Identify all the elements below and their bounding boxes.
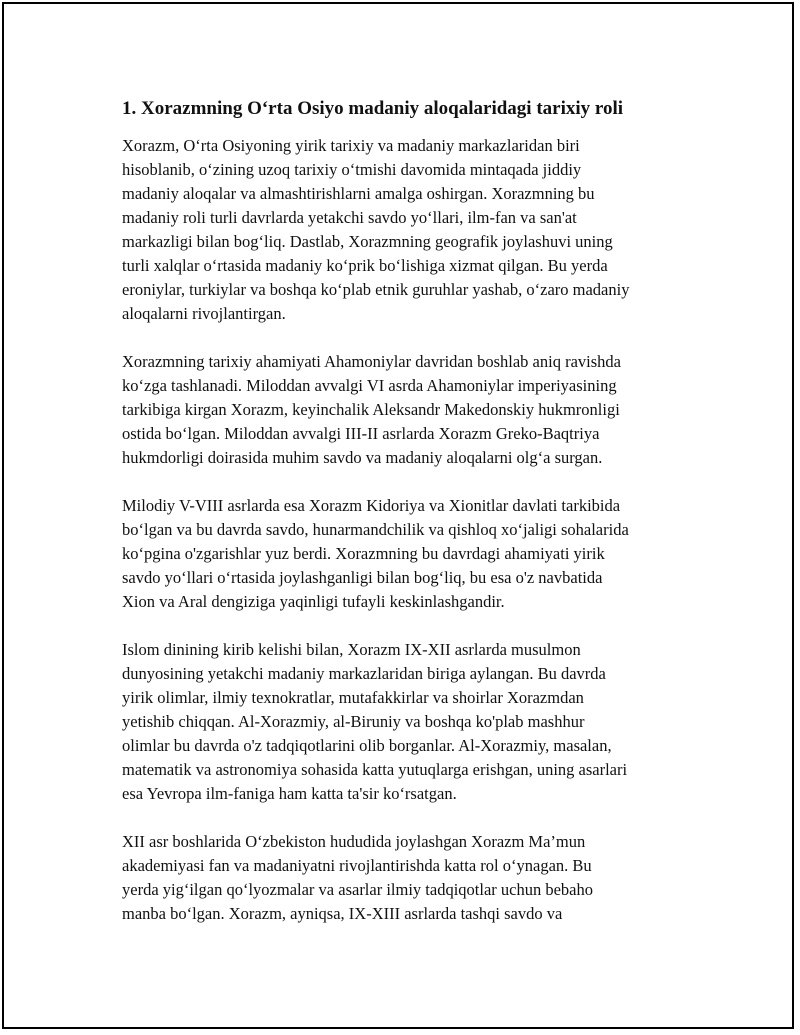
paragraph-1 [122, 134, 702, 326]
paragraph-5 [122, 830, 702, 926]
text-line: hisoblanib, o‘zining uzoq tarixiy o‘tmishi davomida mintaqada jiddiy [122, 160, 582, 179]
text-line: turli xalqlar o‘rtasida madaniy ko‘prik bo‘lishiga xizmat qilgan. Bu yerda [122, 256, 608, 275]
page-frame [2, 2, 794, 1029]
text-line: esa Yevropa ilm-faniga ham katta ta'sir ko‘rsatgan. [122, 784, 457, 803]
paragraph-3 [122, 494, 702, 614]
text-line: madaniy roli turli davrlarda yetakchi savdo yo‘llari, ilm-fan va san'at [122, 208, 577, 227]
text-line: yetishib chiqqan. Al-Xorazmiy, al-Biruniy va boshqa ko'plab mashhur [122, 712, 585, 731]
text-line: Islom dinining kirib kelishi bilan, Xorazm IX-XII asrlarda musulmon [122, 640, 581, 659]
text-line: Milodiy V-VIII asrlarda esa Xorazm Kidoriya va Xionitlar davlati tarkibida [122, 496, 621, 515]
text-line: ko‘zga tashlanadi. Miloddan avvalgi VI asrda Ahamoniylar imperiyasining [122, 376, 617, 395]
text-line: ko‘pgina o'zgarishlar yuz berdi. Xorazmning bu davrdagi ahamiyati yirik [122, 544, 605, 563]
text-line: olimlar bu davrda o'z tadqiqotlarini olib borganlar. Al-Xorazmiy, masalan, [122, 736, 612, 755]
text-line: bo‘lgan va bu davrda savdo, hunarmandchilik va qishloq xo‘jaligi sohalarida [122, 520, 629, 539]
text-line: matematik va astronomiya sohasida katta yutuqlarga erishgan, uning asarlari [122, 760, 628, 779]
document-content [122, 96, 702, 950]
text-line: markazligi bilan bog‘liq. Dastlab, Xorazmning geografik joylashuvi uning [122, 232, 613, 251]
text-line: Xion va Aral dengiziga yaqinligi tufayli keskinlashgandir. [122, 592, 505, 611]
section-title: 1. Xorazmning O‘rta Osiyo madaniy aloqalaridagi tarixiy roli [122, 98, 624, 119]
text-line: eroniylar, turkiylar va boshqa ko‘plab etnik guruhlar yashab, o‘zaro madaniy [122, 280, 630, 299]
text-line: akademiyasi fan va madaniyatni rivojlantirishda katta rol o‘ynagan. Bu [122, 856, 592, 875]
text-line: tarkibiga kirgan Xorazm, keyinchalik Aleksandr Makedonskiy hukmronligi [122, 400, 620, 419]
text-line: dunyosining yetakchi madaniy markazlaridan biriga aylangan. Bu davrda [122, 664, 606, 683]
text-line: yerda yig‘ilgan qo‘lyozmalar va asarlar ilmiy tadqiqotlar uchun bebaho [122, 880, 593, 899]
text-line: Xorazm, O‘rta Osiyoning yirik tarixiy va madaniy markazlaridan biri [122, 136, 580, 155]
text-line: yirik olimlar, ilmiy texnokratlar, mutafakkirlar va shoirlar Xorazmdan [122, 688, 584, 707]
text-line: savdo yo‘llari o‘rtasida joylashganligi bilan bog‘liq, bu esa o'z navbatida [122, 568, 603, 587]
text-line: ostida bo‘lgan. Miloddan avvalgi III-II asrlarda Xorazm Greko-Baqtriya [122, 424, 600, 443]
paragraph-2 [122, 350, 702, 470]
paragraph-4 [122, 638, 702, 806]
text-line: aloqalarni rivojlantirgan. [122, 304, 286, 323]
text-line: XII asr boshlarida O‘zbekiston hududida joylashgan Xorazm Ma’mun [122, 832, 586, 851]
text-line: hukmdorligi doirasida muhim savdo va madaniy aloqalarni olg‘a surgan. [122, 448, 603, 467]
text-line: madaniy aloqalar va almashtirishlarni amalga oshirgan. Xorazmning bu [122, 184, 595, 203]
text-line: manba bo‘lgan. Xorazm, ayniqsa, IX-XIII asrlarda tashqi savdo va [122, 904, 563, 923]
text-line: Xorazmning tarixiy ahamiyati Ahamoniylar davridan boshlab aniq ravishda [122, 352, 621, 371]
